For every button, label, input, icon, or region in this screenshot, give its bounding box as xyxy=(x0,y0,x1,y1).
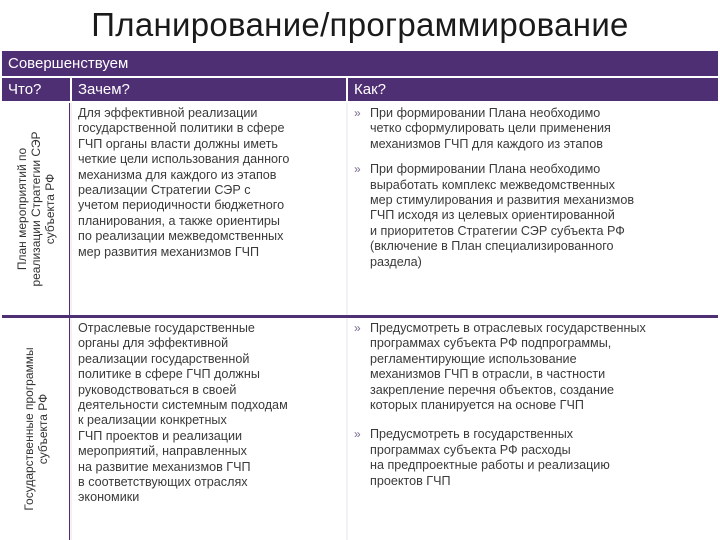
table-row xyxy=(2,103,718,315)
why-cell: Для эффективной реализации государственной политики в сфере ГЧП органы власти должны иметь четкие цели использования данного механизма для каждого из этапов реализации Стратегии СЭР с учетом периодичности бюджетного планирования, а также ориентиры по реализации межведомственных мер развития механизмов ГЧП xyxy=(72,103,346,315)
list-item: » Предусмотреть в государственных программах субъекта РФ расходы на предпроектные работы и реализацию проектов ГЧП xyxy=(354,427,610,488)
table-row xyxy=(2,318,718,540)
chevron-right-icon: » xyxy=(354,427,361,442)
column-header-why: Зачем? xyxy=(72,78,346,101)
chevron-right-icon: » xyxy=(354,162,361,177)
list-item: » При формировании Плана необходимо выработать комплекс межведомственных мер стимулирования и развития механизмов ГЧП исходя из целевых ориентированной и приоритетов Стратегии СЭР субъекта РФ (включение в План специализированного раздела) xyxy=(354,162,635,269)
table-header-title: Совершенствуем xyxy=(2,51,718,76)
chevron-right-icon: » xyxy=(354,106,361,120)
list-item: » Предусмотреть в отраслевых государственных программах субъекта РФ подпрограммы, регламентирующие использование механизмов ГЧП в отрасли, в частности закрепление перечня объектов, создание которых планируется на основе ГЧП xyxy=(354,321,646,413)
page-title: Планирование/программирование xyxy=(91,6,629,43)
row-label: Государственные программы субъекта РФ xyxy=(2,318,70,540)
why-cell: Отраслевые государственные органы для эффективной реализации государственной политике в сфере ГЧП должны руководствоваться в своей деятельности системным подходам к реализации конкретных ГЧП проектов и реализации мероприятий, направленных на развитие механизмов ГЧП в соответствующих отраслях экономики xyxy=(72,318,346,540)
row-label: План мероприятий по реализации Стратегии СЭР субъекта РФ xyxy=(2,103,70,315)
column-header-what: Что? xyxy=(2,78,70,101)
how-cell xyxy=(348,103,718,315)
chevron-right-icon: » xyxy=(354,321,361,335)
how-cell xyxy=(348,318,718,540)
planning-table xyxy=(2,51,718,540)
list-item: » При формировании Плана необходимо четко сформулировать цели применения механизмов ГЧП для каждого из этапов xyxy=(354,106,611,151)
column-header-how: Как? xyxy=(348,78,718,101)
